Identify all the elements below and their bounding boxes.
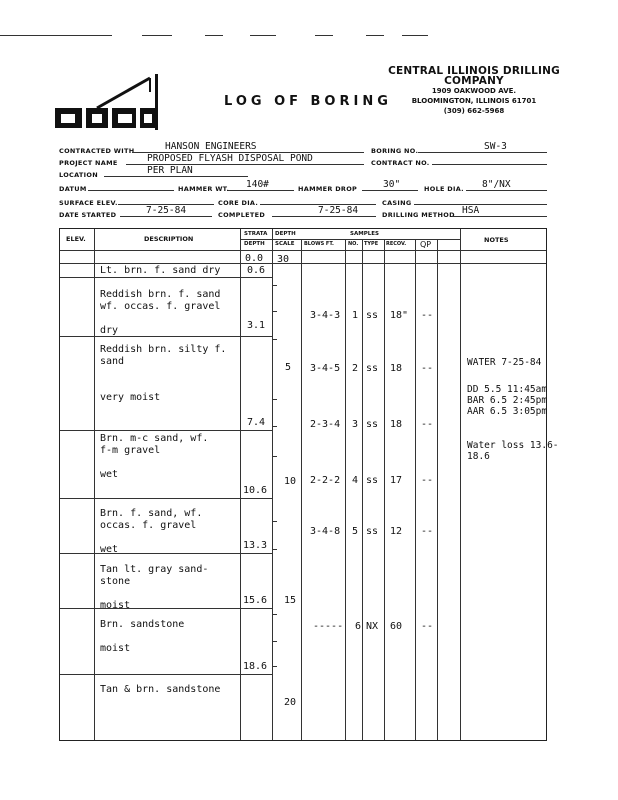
col-header-depth-top: DEPTH: [275, 231, 296, 237]
sample-blows: 3-4-5: [310, 363, 341, 374]
sample-blows: 3-4-3: [310, 310, 341, 321]
sample-recov: 17: [390, 475, 403, 486]
strata-depth: 0.6: [247, 265, 266, 276]
hammer-drop-value: 30": [383, 179, 401, 190]
sample-type: ss: [366, 475, 379, 486]
core-dia-label: CORE DIA.: [218, 199, 259, 207]
company-name: CENTRAL ILLINOIS DRILLING COMPANY: [388, 65, 560, 87]
field-line: [432, 164, 547, 165]
col-divider: [240, 229, 241, 740]
top-rule: [0, 35, 112, 36]
scale-tick: [272, 549, 277, 550]
sample-blows: 2-3-4: [310, 419, 341, 430]
sample-recov: 18: [390, 363, 403, 374]
datum-label: DATUM: [59, 185, 87, 193]
date-started-value: 7-25-84: [146, 205, 187, 216]
col-header-scale: SCALE: [275, 241, 295, 247]
field-line: [414, 204, 547, 205]
sample-recov: 18": [390, 310, 409, 321]
scale-tick: [272, 339, 277, 340]
strata-depth: 15.6: [243, 595, 268, 606]
col-divider: [437, 239, 438, 740]
strata-boundary: [60, 498, 272, 499]
strata-depth: 7.4: [247, 417, 266, 428]
header-divider: [60, 263, 546, 264]
col-divider: [460, 229, 461, 740]
sample-recov: 12: [390, 526, 403, 537]
col-divider: [415, 239, 416, 740]
top-rule: [315, 35, 333, 36]
sample-recov: 60: [390, 621, 403, 632]
scale-label: 5: [285, 362, 292, 373]
sample-blows: 3-4-8: [310, 526, 341, 537]
sample-no: 6: [355, 621, 362, 632]
drill-rig-logo-icon: [54, 72, 160, 132]
hammer-drop-label: HAMMER DROP: [298, 185, 358, 193]
contracted-with-label: CONTRACTED WITH: [59, 147, 135, 155]
sample-type: ss: [366, 363, 379, 374]
col-header-no: NO.: [348, 241, 359, 247]
sample-type: ss: [366, 419, 379, 430]
sample-qp: --: [421, 526, 434, 537]
field-line: [272, 216, 376, 217]
field-line: [466, 190, 547, 191]
col-header-recov: RECOV.: [386, 241, 407, 247]
scale-label: 30: [277, 254, 290, 265]
strata-description: Reddish brn. silty f. sand very moist: [100, 344, 227, 403]
col-divider: [272, 229, 273, 740]
note-water-readings: DD 5.5 11:45am BAR 6.5 2:45pm AAR 6.5 3:05pm: [467, 384, 548, 417]
sample-qp: --: [421, 310, 434, 321]
project-name-label: PROJECT NAME: [59, 159, 118, 167]
company-address2: BLOOMINGTON, ILLINOIS 61701: [411, 97, 537, 105]
col-divider: [362, 239, 363, 740]
col-divider: [94, 229, 95, 740]
col-header-strata: STRATA: [244, 231, 268, 237]
document-title: LOG OF BORING: [224, 94, 392, 109]
strata-depth: 3.1: [247, 320, 266, 331]
field-line: [88, 190, 174, 191]
note-water-loss: Water loss 13.6- 18.6: [467, 440, 559, 462]
col-divider: [301, 239, 302, 740]
strata-boundary: [60, 430, 272, 431]
strata-boundary: [60, 277, 272, 278]
hammer-wt-label: HAMMER WT.: [178, 185, 230, 193]
boring-no-value: SW-3: [484, 141, 507, 152]
scale-label: 10: [284, 476, 297, 487]
sample-no: 1: [352, 310, 359, 321]
strata-description: Reddish brn. f. sand wf. occas. f. gravel dry: [100, 289, 221, 336]
drilling-method-value: HSA: [462, 205, 480, 216]
location-label: LOCATION: [59, 171, 98, 179]
depth-top-value: 0.0: [245, 253, 264, 264]
strata-depth: 10.6: [243, 485, 268, 496]
sample-blows: -----: [313, 621, 344, 632]
scale-label: 15: [284, 595, 297, 606]
casing-label: CASING: [382, 199, 412, 207]
sample-qp: --: [421, 363, 434, 374]
scale-tick: [272, 666, 277, 667]
col-header-blows: BLOWS FT.: [304, 241, 334, 247]
sample-no: 5: [352, 526, 359, 537]
top-rule: [366, 35, 384, 36]
surface-elev-label: SURFACE ELEV.: [59, 199, 118, 207]
hammer-wt-value: 140#: [246, 179, 269, 190]
sample-no: 4: [352, 475, 359, 486]
col-divider: [384, 239, 385, 740]
scale-tick: [272, 399, 277, 400]
sample-no: 3: [352, 419, 359, 430]
sample-qp: --: [421, 475, 434, 486]
contract-no-label: CONTRACT NO.: [371, 159, 430, 167]
scale-tick: [272, 285, 277, 286]
project-name-value: PROPOSED FLYASH DISPOSAL POND: [147, 153, 313, 164]
drilling-method-label: DRILLING METHOD: [382, 211, 455, 219]
col-header-depth: DEPTH: [244, 241, 265, 247]
col-header-description: DESCRIPTION: [144, 235, 194, 243]
sample-qp: --: [421, 419, 434, 430]
field-line: [120, 216, 212, 217]
col-header-samples: SAMPLES: [350, 231, 379, 237]
scale-tick: [272, 614, 277, 615]
strata-description: Brn. sandstone moist: [100, 619, 185, 654]
top-rule: [402, 35, 428, 36]
top-rule: [205, 35, 223, 36]
sample-recov: 18: [390, 419, 403, 430]
strata-depth: 18.6: [243, 661, 268, 672]
company-address1: 1909 OAKWOOD AVE.: [431, 87, 517, 95]
note-water-level: WATER 7-25-84: [467, 357, 542, 368]
field-line: [228, 190, 294, 191]
completed-value: 7-25-84: [318, 205, 359, 216]
scale-tick: [272, 456, 277, 457]
completed-label: COMPLETED: [218, 211, 266, 219]
scale-tick: [272, 426, 277, 427]
field-line: [418, 152, 547, 153]
contracted-with-value: HANSON ENGINEERS: [165, 141, 257, 152]
date-started-label: DATE STARTED: [59, 211, 117, 219]
sample-no: 2: [352, 363, 359, 374]
col-header-elev: ELEV.: [66, 235, 86, 243]
col-header-type: TYPE: [364, 241, 379, 247]
sample-type: NX: [366, 621, 379, 632]
scale-tick: [272, 641, 277, 642]
strata-description: Brn. f. sand, wf. occas. f. gravel wet: [100, 508, 203, 555]
location-value: PER PLAN: [147, 165, 193, 176]
strata-description: Lt. brn. f. sand dry: [100, 265, 221, 276]
scale-tick: [272, 521, 277, 522]
field-line: [452, 216, 547, 217]
scale-tick: [272, 311, 277, 312]
sample-qp: --: [421, 621, 434, 632]
scale-label: 20: [284, 697, 297, 708]
strata-description: Tan lt. gray sand- stone moist: [100, 564, 209, 611]
hole-dia-label: HOLE DIA.: [424, 185, 464, 193]
strata-boundary: [60, 674, 272, 675]
col-header-notes: NOTES: [484, 236, 509, 244]
col-divider: [345, 239, 346, 740]
boring-no-label: BORING NO.: [371, 147, 419, 155]
company-logo: [54, 72, 160, 136]
col-header-qp: QP: [420, 240, 432, 249]
top-rule: [142, 35, 172, 36]
field-line: [362, 190, 418, 191]
company-block: [370, 66, 578, 116]
sample-blows: 2-2-2: [310, 475, 341, 486]
hole-dia-value: 8"/NX: [482, 179, 511, 190]
top-rule: [250, 35, 276, 36]
strata-description: Brn. m-c sand, wf. f-m gravel wet: [100, 433, 209, 480]
field-line: [104, 176, 248, 177]
sample-type: ss: [366, 526, 379, 537]
header-divider: [60, 250, 546, 251]
sample-type: ss: [366, 310, 379, 321]
company-phone: (309) 662-5968: [443, 107, 505, 115]
strata-depth: 13.3: [243, 540, 268, 551]
strata-description: Tan & brn. sandstone: [100, 684, 221, 695]
